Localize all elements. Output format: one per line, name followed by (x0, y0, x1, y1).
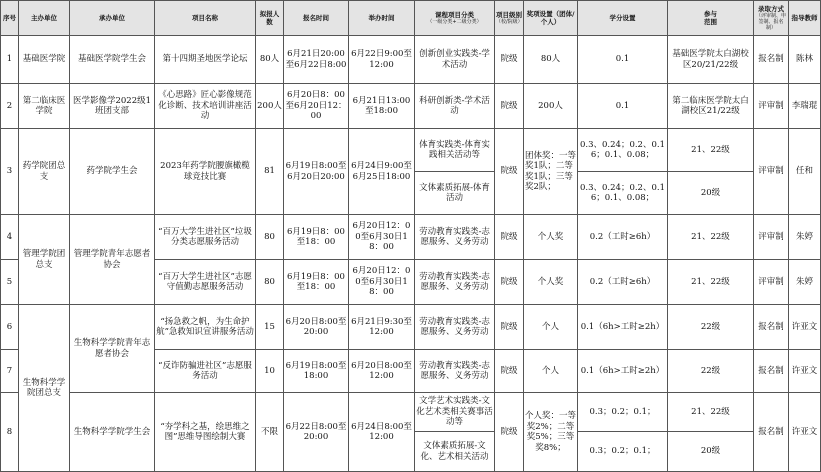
project-name: “百万大学生进社区”垃圾分类志愿服务活动 (155, 215, 256, 260)
host-unit: 药学院团总支 (19, 129, 70, 215)
row-no: 5 (1, 260, 19, 305)
project-name: “反诈防骗进社区”志愿服务活动 (155, 350, 256, 393)
award-setting: 80人 (524, 36, 578, 84)
credit-setting-secondary: 0.3；0.2；0.1； (578, 432, 668, 472)
planned-people: 81 (256, 129, 284, 215)
col-host-unit: 主办单位 (19, 1, 70, 36)
table-row (1, 305, 821, 350)
planned-people: 80 (256, 215, 284, 260)
col-no: 序号 (1, 1, 19, 36)
project-name: 《心思路》匠心影像规范化诊断、技术培训讲座活动 (155, 84, 256, 129)
col-admission-title: 录取方式 (758, 4, 784, 13)
project-name: “百万大学生进社区”志愿守值勤志愿服务活动 (155, 260, 256, 305)
scope: 22级 (668, 305, 754, 350)
hold-time: 6月24日8:00至12:00 (349, 393, 415, 472)
hold-time: 6月20日8:00至12:00 (349, 350, 415, 393)
credit-setting-primary: 0.3；0.2；0.1； (578, 393, 668, 432)
advisor: 李瑞琨 (789, 84, 821, 129)
credit-setting: 0.1（6h>工时≥2h） (578, 305, 668, 350)
hold-time: 6月22日9:00至12:00 (349, 36, 415, 84)
advisor: 许亚文 (789, 350, 821, 393)
admission: 评审制 (754, 260, 789, 305)
organizer: 管理学院青年志愿者协会 (70, 215, 155, 305)
category-primary: 文学艺术实践类-文化艺术类相关赛事活动等 (415, 393, 495, 432)
planned-people: 不限 (256, 393, 284, 472)
header-row (1, 1, 821, 36)
col-signup-time: 报名时间 (284, 1, 349, 36)
col-project-name: 项目名称 (155, 1, 256, 36)
organizer: 生物科学学院青年志愿者协会 (70, 305, 155, 393)
scope: 第二临床医学院太白湖校区21/22级 (668, 84, 754, 129)
hold-time: 6月24日9:00至6月25日18:00 (349, 129, 415, 215)
host-unit: 第二临床医学院 (19, 84, 70, 129)
host-unit: 基础医学院 (19, 36, 70, 84)
category-primary: 体育实践类-体育实践相关活动等 (415, 129, 495, 172)
col-scope-title2: 范围 (704, 18, 717, 26)
credit-setting: 0.2（工时≥6h） (578, 260, 668, 305)
signup-time: 6月19日8:00至18:00 (284, 350, 349, 393)
admission: 评审制 (754, 84, 789, 129)
hold-time: 6月20日12：00至6月30日18：00 (349, 215, 415, 260)
credit-setting: 0.1 (578, 84, 668, 129)
planned-people: 10 (256, 350, 284, 393)
col-award-setting: 奖项设置（团体/个人） (524, 1, 578, 36)
planned-people: 80 (256, 260, 284, 305)
award-setting: 个人奖 (524, 260, 578, 305)
col-level-title: 项目级别 (496, 10, 522, 19)
category: 科研创新类-学术活动 (415, 84, 495, 129)
award-setting: 个人 (524, 305, 578, 350)
advisor: 陈林 (789, 36, 821, 84)
col-planned-people: 拟报人数 (256, 1, 284, 36)
project-name: “扬急救之帆，为生命护航”急救知识宣讲服务活动 (155, 305, 256, 350)
row-no: 2 (1, 84, 19, 129)
award-setting: 个人 (524, 350, 578, 393)
planned-people: 200人 (256, 84, 284, 129)
admission: 报名制 (754, 393, 789, 472)
host-unit: 管理学院团总支 (19, 215, 70, 305)
level: 院级 (495, 305, 524, 350)
col-admission-sub: （评审制、申签制、报名制） (755, 13, 786, 32)
scope-primary: 21、22级 (668, 393, 754, 432)
level: 院级 (495, 129, 524, 215)
admission: 评审制 (754, 215, 789, 260)
credit-setting-primary: 0.3、0.24；0.2、0.16；0.1、0.08； (578, 129, 668, 172)
credit-setting-secondary: 0.3、0.24；0.2、0.16；0.1、0.08； (578, 172, 668, 215)
project-name: 第十四期圣地医学论坛 (155, 36, 256, 84)
credit-setting: 0.1 (578, 36, 668, 84)
col-category-title: 课程项目分类 (435, 10, 474, 19)
category: 劳动教育实践类-志愿服务、义务劳动 (415, 350, 495, 393)
admission: 评审制 (754, 129, 789, 215)
col-admission (754, 1, 789, 36)
row-no: 7 (1, 350, 19, 393)
signup-time: 6月21日20:00至6月22日8:00 (284, 36, 349, 84)
hold-time: 6月20日12：00至6月30日18：00 (349, 260, 415, 305)
col-level-sub: （校/院级） (496, 19, 523, 26)
admission: 报名制 (754, 36, 789, 84)
category-secondary: 文体素质拓展-文化、艺术相关活动 (415, 432, 495, 472)
category: 劳动教育实践类-志愿服务、义务劳动 (415, 260, 495, 305)
scope: 基础医学院太白湖校区20/21/22级 (668, 36, 754, 84)
row-no: 4 (1, 215, 19, 260)
category: 创新创业实践类-学术活动 (415, 36, 495, 84)
col-level (495, 1, 524, 36)
table-row (1, 393, 821, 432)
organizer: 药学院学生会 (70, 129, 155, 215)
signup-time: 6月19日8：00至18：00 (284, 215, 349, 260)
row-no: 8 (1, 393, 19, 472)
admission: 报名制 (754, 305, 789, 350)
col-scope-title: 参与 (704, 9, 717, 18)
table-row (1, 84, 821, 129)
hold-time: 6月21日13:00至18:00 (349, 84, 415, 129)
award-setting: 个人奖 (524, 215, 578, 260)
advisor: 朱婷 (789, 215, 821, 260)
planned-people: 15 (256, 305, 284, 350)
level: 院级 (495, 393, 524, 472)
col-category (415, 1, 495, 36)
col-organizer: 承办单位 (70, 1, 155, 36)
category: 劳动教育实践类-志愿服务、义务劳动 (415, 305, 495, 350)
award-setting: 团体奖：一等奖1队；二等奖1队；三等奖2队； (524, 129, 578, 215)
advisor: 任和 (789, 129, 821, 215)
row-no: 1 (1, 36, 19, 84)
admission: 报名制 (754, 350, 789, 393)
col-credit-setting: 学分设置 (578, 1, 668, 36)
award-setting: 个人奖：一等奖2%；二等奖5%；三等奖8%； (524, 393, 578, 472)
signup-time: 6月20日8：00至6月20日12：00 (284, 84, 349, 129)
organizer: 医学影像学2022级1班团支部 (70, 84, 155, 129)
col-category-sub: （一级分类+二级分类） (427, 19, 482, 26)
scope: 21、22级 (668, 260, 754, 305)
table-row (1, 215, 821, 260)
row-no: 3 (1, 129, 19, 215)
scope: 21、22级 (668, 215, 754, 260)
signup-time: 6月22日8:00至20:00 (284, 393, 349, 472)
col-hold-time: 举办时间 (349, 1, 415, 36)
organizer: 生物科学学院学生会 (70, 393, 155, 472)
advisor: 许亚文 (789, 305, 821, 350)
credit-setting: 0.1（6h>工时≥2h） (578, 350, 668, 393)
scope-secondary: 20级 (668, 432, 754, 472)
level: 院级 (495, 215, 524, 260)
scope-secondary: 20级 (668, 172, 754, 215)
award-setting: 200人 (524, 84, 578, 129)
category-secondary: 文体素质拓展-体育活动 (415, 172, 495, 215)
signup-time: 6月20日8:00至20:00 (284, 305, 349, 350)
table-row (1, 129, 821, 172)
level: 院级 (495, 36, 524, 84)
project-name: 2023年药学院腰旗橄榄球竞技比赛 (155, 129, 256, 215)
row-no: 6 (1, 305, 19, 350)
credit-setting: 0.2（工时≥6h） (578, 215, 668, 260)
level: 院级 (495, 260, 524, 305)
scope-primary: 21、22级 (668, 129, 754, 172)
host-unit: 生物科学学院团总支 (19, 305, 70, 472)
advisor: 朱婷 (789, 260, 821, 305)
level: 院级 (495, 84, 524, 129)
organizer: 基础医学院学生会 (70, 36, 155, 84)
scope: 22级 (668, 350, 754, 393)
hold-time: 6月21日9:30至12:00 (349, 305, 415, 350)
planned-people: 80人 (256, 36, 284, 84)
signup-time: 6月19日8:00至6月20日20:00 (284, 129, 349, 215)
table-row (1, 36, 821, 84)
advisor: 许亚文 (789, 393, 821, 472)
col-advisor: 指导教师 (789, 1, 821, 36)
signup-time: 6月19日8：00至18：00 (284, 260, 349, 305)
col-scope (668, 1, 754, 36)
project-name: “夯学科之基，绘思维之图”思维导图绘制大赛 (155, 393, 256, 472)
level: 院级 (495, 350, 524, 393)
category: 劳动教育实践类-志愿服务、义务劳动 (415, 215, 495, 260)
